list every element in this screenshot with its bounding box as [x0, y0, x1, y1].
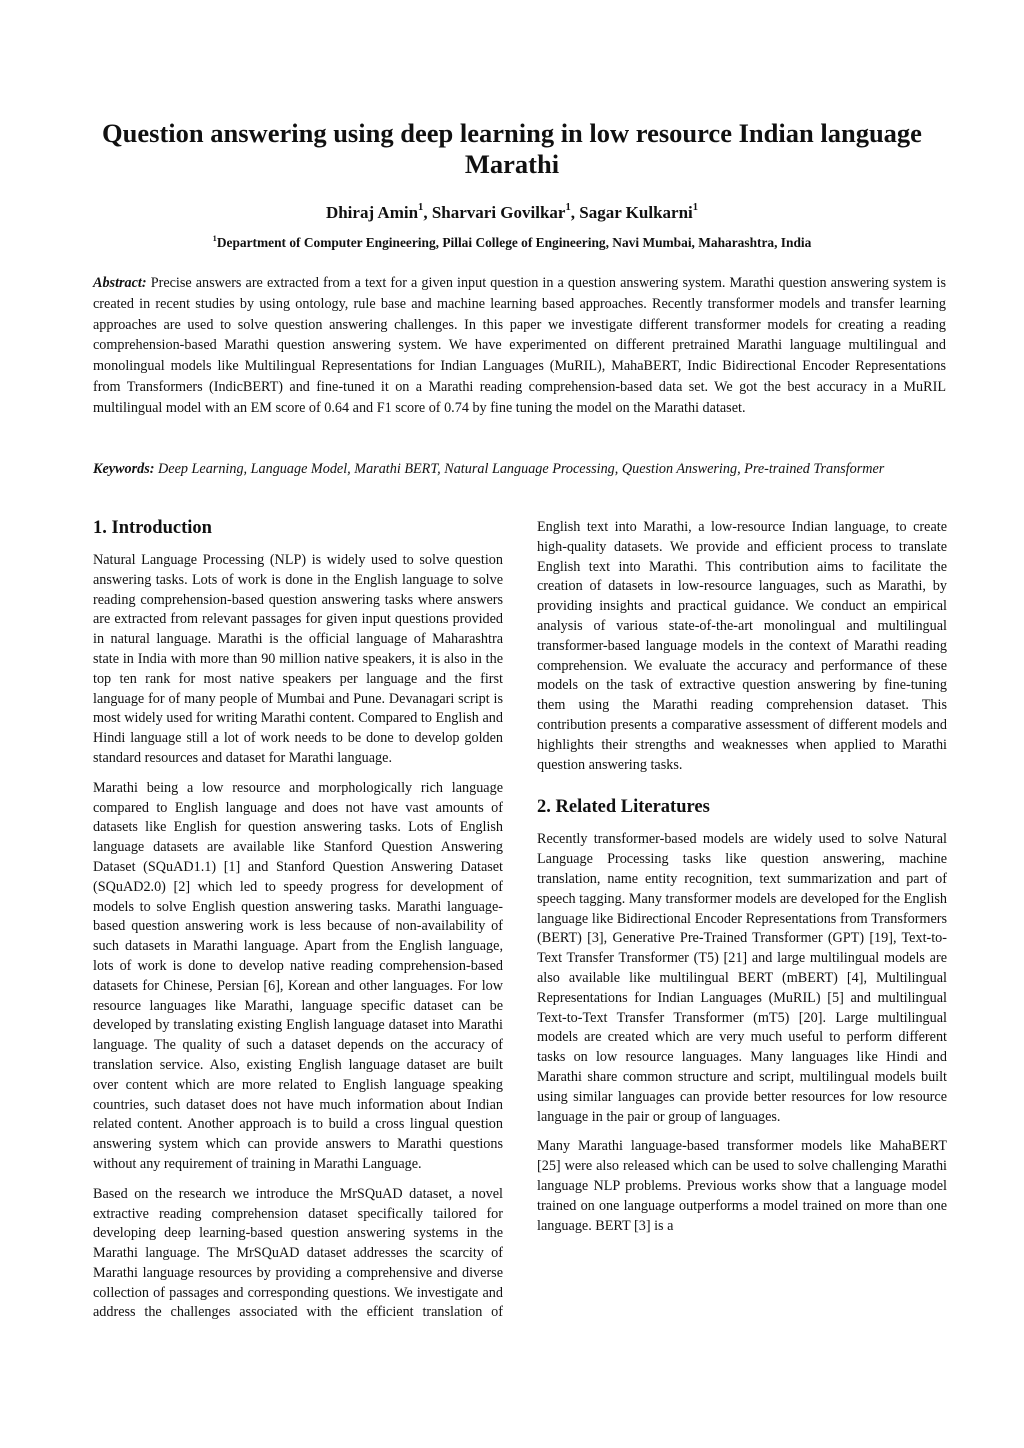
author-affiliation-mark: 1 — [418, 202, 424, 214]
body-paragraph: Recently transformer-based models are widely used to solve Natural Language Processing tasks like question answering, machine translation, name entity recognition, text summarization and part of speech tagging. Many transformer models are developed for the English language like Bidirectional Encoder Representations from Transformers (BERT) [3], Generative Pre-Trained Transformer (GPT) [19], Text-to-Text Transfer Transformer (T5) [21] and large multilingual models are also available like multilingual BERT (mBERT) [4], Multilingual Representations for Indian Languages (MuRIL) [5] and multilingual Text-to-Text Transfer Transformer (mT5) [20]. Large multilingual models are created which are very much useful to perform different tasks on low resource languages. Many languages like Hindi and Marathi share common structure and script, multilingual models built using similar languages can provide better resources for low resource language in the pair or group of languages. — [537, 831, 947, 1125]
section-heading-related-literatures: 2. Related Literatures — [537, 797, 710, 818]
affiliation — [80, 234, 944, 252]
keywords-label: Keywords: — [93, 461, 155, 477]
author-affiliation-mark: 1 — [565, 202, 571, 214]
body-paragraph: Natural Language Processing (NLP) is widely used to solve question answering tasks. Lots of work is done in the English language to solve reading comprehension-based question answering tasks where answers are extracted from relevant passages for given input questions provided in natural language. Marathi is the official language of Maharashtra state in India with more than 90 million native speakers, it is also in the top ten rank for most native speakers per language and the first language for of many people of Mumbai and Pune. Devanagari script is most widely used for writing Marathi content. Compared to English and Hindi language still a lot of work needs to be done to develop golden standard resources and dataset for Marathi language. — [93, 552, 503, 766]
abstract — [93, 273, 946, 419]
author-list: Dhiraj Amin$^1$, Sharvari Govilkar$^1$, Sagar Kulkarni$^1$ — [325, 202, 699, 222]
left-column — [93, 516, 503, 1333]
author-affiliation-mark: 1 — [692, 202, 699, 214]
author-name: Sagar Kulkarni — [579, 203, 693, 222]
paper-title: Question answering using deep learning in low resource Indian language Marathi — [102, 118, 922, 179]
keywords-text: Deep Learning, Language Model, Marathi BERT, Natural Language Processing, Question Answering, Pre-trained Transformer — [158, 461, 885, 477]
body-paragraph: Many Marathi language-based transformer models like MahaBERT [25] were also released which can be used to solve challenging Marathi language NLP problems. Previous works show that a language model trained on one language outperforms a model trained on more than one language. BERT [3] is a — [537, 1138, 947, 1234]
body-paragraph: Marathi being a low resource and morphologically rich language compared to English language and does not have vast amounts of datasets like English for question answering tasks. Lots of English language datasets are available like Stanford Question Answering Dataset (SQuAD1.1) [1] and Stanford Question Answering Dataset (SQuAD2.0) [2] which led to speedy progress for development of models to solve English question answering tasks. Marathi language-based question answering work is less because of non-availability of such datasets in Marathi language. Apart from the English language, lots of work is done to develop native reading comprehension-based datasets for Chinese, Persian [6], Korean and other languages. For low resource languages like Marathi, language specific dataset can be developed by translating existing English language dataset into Marathi language. The quality of such a dataset depends on the accuracy of translation service. Also, existing English language dataset are built over content which are more related to English language speaking countries, such dataset does not have much information about Indian related content. Another approach is to build a cross lingual question answering system which can provide answers to Marathi questions without any requirement of training in Marathi Language. — [93, 779, 503, 1172]
abstract-label: Abstract: — [93, 275, 147, 291]
affiliation-mark: 1 — [212, 233, 217, 243]
section-heading-introduction: 1. Introduction — [93, 518, 212, 538]
right-column — [537, 518, 947, 1246]
abstract-text: Precise answers are extracted from a text for a given input question in a question answering system. Marathi question answering system is created in recent studies by using ontology, rule base and machine learning based approaches. Recently transformer models and transfer learning approaches are used to solve question answering challenges. In this paper we investigate different transformer models for creating a reading comprehension-based Marathi question answering system. We have experimented on different pretrained Marathi language multilingual and monolingual models like Multilingual Representations for Indian Languages (MuRIL), MahaBERT, Indic Bidirectional Encoder Representations from Transformers (IndicBERT) and fine-tuned it on a Marathi reading comprehension-based data set. We got the best accuracy in a MuRIL multilingual model with an EM score of 0.64 and F1 score of 0.74 by fine tuning the model on the Marathi dataset. — [93, 275, 947, 416]
body-paragraph-continued: English text into Marathi, a low-resource Indian language, to create high-quality datasets. We provide and efficient process to translate English text into Marathi. This contribution aims to facilitate the creation of datasets in low-resource languages, such as Marathi, by providing insights and practical guidance. We conduct an empirical analysis of various state-of-the-art monolingual and multilingual transformer-based language models in the context of Marathi reading comprehension. We evaluate the accuracy and performance of these models on the task of extractive question answering by fine-tuning them using the Marathi reading comprehension dataset. This contribution presents a comparative assessment of different models and highlights their strengths and weaknesses when applied to Marathi question answering tasks. — [537, 519, 947, 773]
author-name: Dhiraj Amin — [325, 203, 419, 222]
body-paragraph: Based on the research we introduce the MrSQuAD dataset, a novel extractive reading comprehension dataset specifically tailored for developing deep learning-based question answering systems in the Marathi language. The MrSQuAD dataset addresses the scarcity of Marathi language resources by providing a comprehensive and diverse collection of passages and corresponding questions. We investigate and address the challenges associated with the efficient translation of — [93, 1185, 503, 1321]
affiliation-text: Department of Computer Engineering, Pillai College of Engineering, Navi Mumbai, Maharashtra, India — [216, 235, 812, 250]
keywords — [93, 459, 946, 480]
author-name: Sharvari Govilkar — [431, 203, 566, 222]
